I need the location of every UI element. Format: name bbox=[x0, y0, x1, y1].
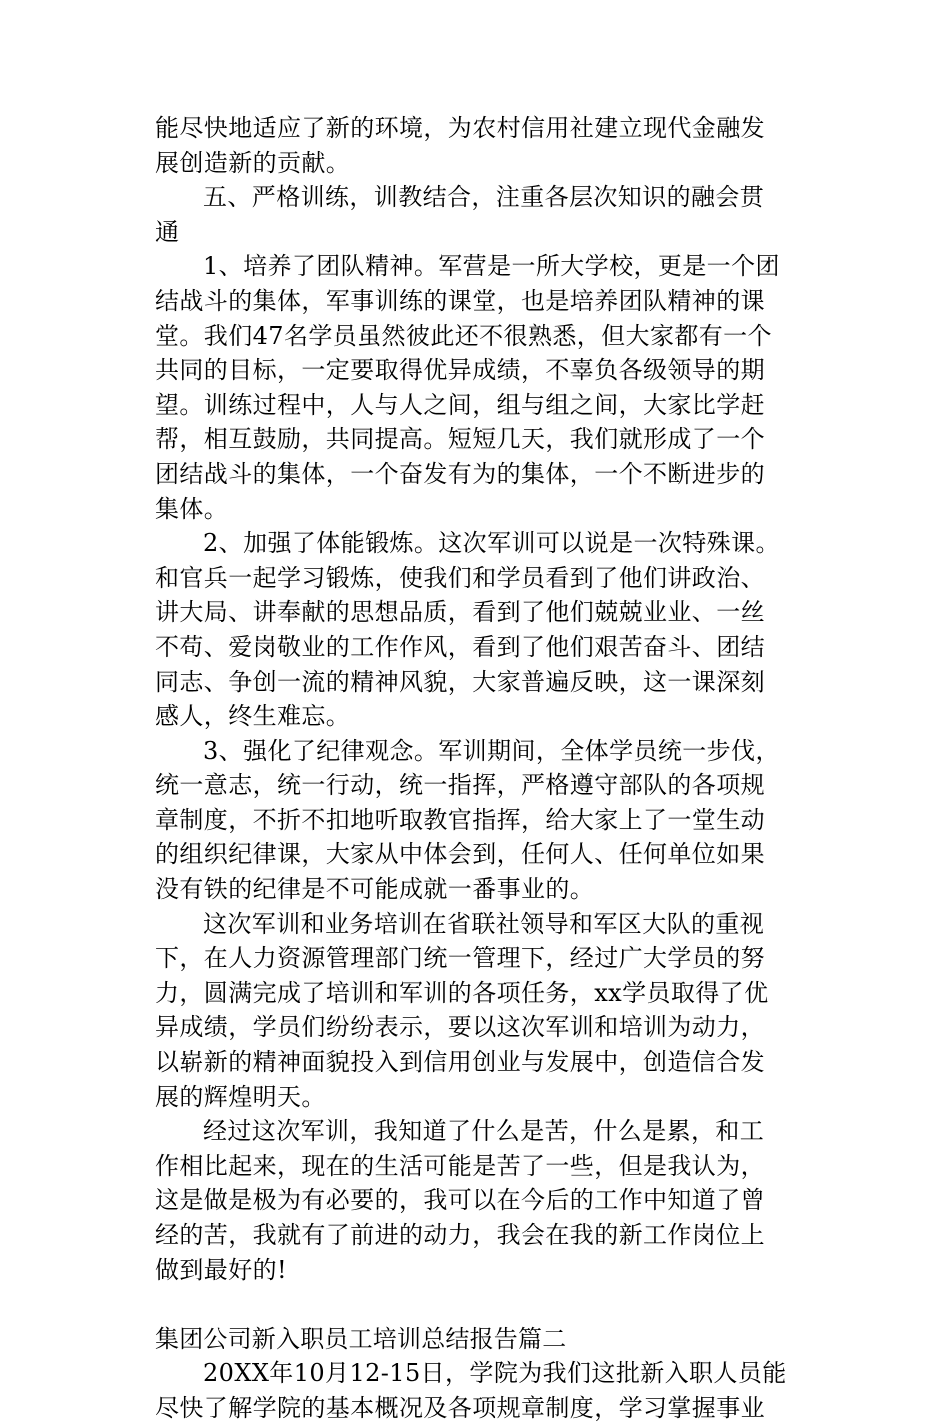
section-heading: 五、严格训练，训教结合，注重各层次知识的融会贯 bbox=[203, 183, 765, 212]
text-line: 展创造新的贡献。 bbox=[155, 148, 351, 177]
paragraph-line: 2、加强了体能锻炼。这次军训可以说是一次特殊课。 bbox=[203, 529, 780, 558]
paragraph-line: 和官兵一起学习锻炼，使我们和学员看到了他们讲政治、 bbox=[155, 563, 765, 592]
paragraph-line: 经的苦，我就有了前进的动力，我会在我的新工作岗位上 bbox=[155, 1221, 765, 1249]
paragraph-line: 1、培养了团队精神。军营是一所大学校，更是一个团 bbox=[203, 252, 780, 281]
paragraph-line: 展的辉煌明天。 bbox=[155, 1082, 326, 1111]
paragraph-line: 做到最好的! bbox=[155, 1255, 288, 1284]
paragraph-line: 讲大局、讲奉献的思想品质，看到了他们兢兢业业、一丝 bbox=[155, 598, 765, 627]
paragraph-line: 作相比起来，现在的生活可能是苦了一些，但是我认为， bbox=[155, 1151, 765, 1180]
paragraph-line: 异成绩，学员们纷纷表示，要以这次军训和培训为动力， bbox=[155, 1013, 765, 1042]
paragraph-line: 望。训练过程中，人与人之间，组与组之间，大家比学赶 bbox=[155, 390, 765, 419]
paragraph-line: 以崭新的精神面貌投入到信用创业与发展中，创造信合发 bbox=[155, 1048, 765, 1077]
text-line: 能尽快地适应了新的环境，为农村信用社建立现代金融发 bbox=[155, 114, 765, 142]
paragraph-line: 力，圆满完成了培训和军训的各项任务，xx学员取得了优 bbox=[155, 978, 769, 1007]
paragraph-line: 经过这次军训，我知道了什么是苦，什么是累，和工 bbox=[203, 1117, 765, 1146]
paragraph-line: 不苟、爱岗敬业的工作作风，看到了他们艰苦奋斗、团结 bbox=[155, 632, 765, 661]
paragraph-line: 章制度，不折不扣地听取教官指挥，给大家上了一堂生动 bbox=[155, 805, 765, 834]
paragraph-line: 帮，相互鼓励，共同提高。短短几天，我们就形成了一个 bbox=[155, 425, 765, 454]
paragraph-line: 没有铁的纪律是不可能成就一番事业的。 bbox=[155, 875, 595, 904]
paragraph-line: 3、强化了纪律观念。军训期间，全体学员统一步伐， bbox=[203, 736, 780, 765]
paragraph-line: 下，在人力资源管理部门统一管理下，经过广大学员的努 bbox=[155, 944, 765, 973]
paragraph-line: 20XX年10月12-15日，学院为我们这批新入职人员能 bbox=[203, 1359, 787, 1388]
blank-line bbox=[155, 1287, 815, 1322]
section-title: 集团公司新入职员工培训总结报告篇二 bbox=[155, 1324, 567, 1353]
paragraph-line: 堂。我们47名学员虽然彼此还不很熟悉，但大家都有一个 bbox=[155, 321, 772, 350]
paragraph-line: 同志、争创一流的精神风貌，大家普遍反映，这一课深刻 bbox=[155, 667, 765, 696]
paragraph-line: 结战斗的集体，军事训练的课堂，也是培养团队精神的课 bbox=[155, 286, 765, 315]
paragraph-line: 这是做是极为有必要的，我可以在今后的工作中知道了曾 bbox=[155, 1186, 765, 1215]
paragraph-line: 这次军训和业务培训在省联社领导和军区大队的重视 bbox=[203, 909, 765, 938]
paragraph-line: 团结战斗的集体，一个奋发有为的集体，一个不断进步的 bbox=[155, 459, 765, 488]
paragraph-line: 的组织纪律课，大家从中体会到，任何人、任何单位如果 bbox=[155, 840, 765, 869]
paragraph-line: 共同的目标，一定要取得优异成绩，不辜负各级领导的期 bbox=[155, 356, 765, 385]
document-body bbox=[155, 111, 815, 1426]
paragraph-line: 感人，终生难忘。 bbox=[155, 702, 351, 731]
paragraph-line: 尽快了解学院的基本概况及各项规章制度，学习掌握事业 bbox=[155, 1393, 765, 1422]
paragraph-line: 统一意志，统一行动，统一指挥，严格遵守部队的各项规 bbox=[155, 771, 765, 800]
section-heading-continued: 通 bbox=[155, 217, 180, 246]
paragraph-line: 集体。 bbox=[155, 494, 229, 523]
